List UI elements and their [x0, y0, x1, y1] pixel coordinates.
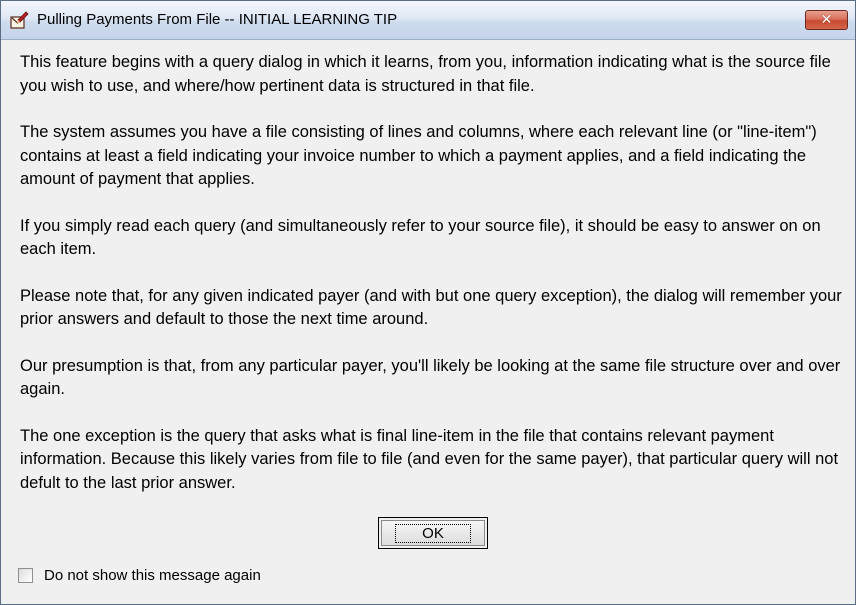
- message-paragraph-1: This feature begins with a query dialog in which it learns, from you, information indicating what is the source file you wish to use, and where/how pertinent data is structured in that file.: [20, 53, 831, 95]
- close-icon: ✕: [820, 12, 833, 28]
- message-body: [20, 51, 845, 518]
- title-bar[interactable]: [1, 1, 855, 40]
- message-paragraph-6: The one exception is the query that asks what is final line-item in the file that contains relevant payment information. Because this likely varies from file to file (and even for the same payer), that particular query will not defult to the last prior answer.: [20, 426, 839, 492]
- dont-show-again-label[interactable]: Do not show this message again: [44, 567, 261, 584]
- ok-button-label: OK: [395, 524, 471, 543]
- ok-button-face[interactable]: [381, 520, 485, 546]
- message-paragraph-2: The system assumes you have a file consisting of lines and columns, where each relevant line (or "line-item") contains at least a field indicating your invoice number to which a payment applies, and a field indicating the amount of payment that applies.: [20, 123, 817, 188]
- dont-show-again-row[interactable]: [18, 567, 261, 584]
- message-paragraph-3: If you simply read each query (and simultaneously refer to your source file), it should be easy to answer on on each item.: [20, 216, 821, 258]
- app-tip-icon: [9, 10, 29, 30]
- ok-button[interactable]: [378, 517, 488, 549]
- window-title: Pulling Payments From File -- INITIAL LEARNING TIP: [37, 11, 398, 28]
- message-paragraph-5: Our presumption is that, from any particular payer, you'll likely be looking at the same file structure over and over again.: [20, 356, 841, 398]
- dont-show-again-checkbox[interactable]: [18, 568, 33, 583]
- message-paragraph-4: Please note that, for any given indicated payer (and with but one query exception), the dialog will remember your prior answers and default to those the next time around.: [20, 286, 842, 328]
- close-button[interactable]: [805, 10, 848, 30]
